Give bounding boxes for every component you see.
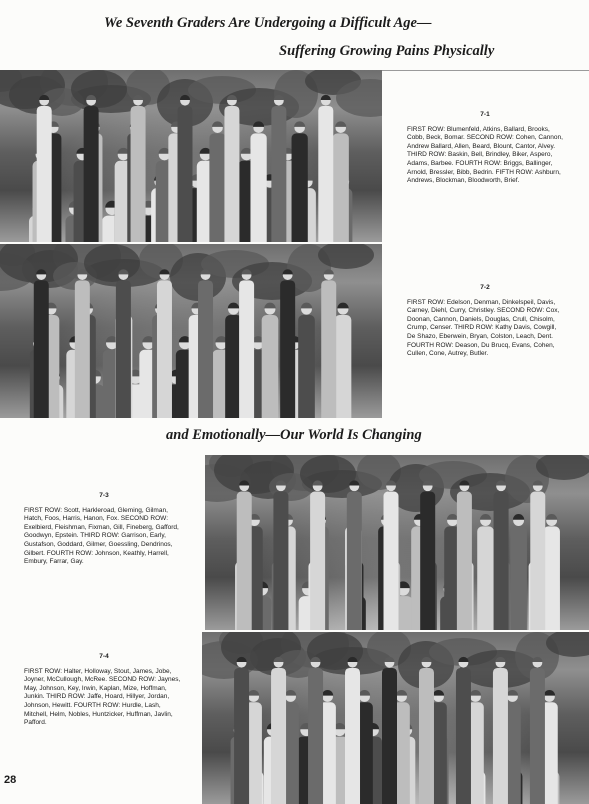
caption-text-7-1: FIRST ROW: Blumenfeld, Atkins, Ballard, Brooks, Cobb, Beck, Bomar. SECOND ROW: Cohen, Cannon, Andrew Ballard, Allen, Beard, Blount, Cantor, Alvey. THIRD ROW: Baskin, Bell, Brindley, Biker, Aspero, Adams, Barbee. FOURTH ROW: Briggs, Ballinger, Arnold, Bressler, Bibb, Bedrin. FIFTH ROW: Ashburn, Andrews, Blockman, Bloodworth, Brief. <box>407 125 563 185</box>
section-label-7-2: 7-2 <box>480 284 490 291</box>
class-photo-7-2 <box>0 244 382 418</box>
photo-illustration <box>202 632 589 804</box>
photo-illustration <box>0 70 382 242</box>
page-heading-line-3: and Emotionally—Our World Is Changing <box>166 427 422 443</box>
section-label-7-3: 7-3 <box>99 492 109 499</box>
page-number: 28 <box>4 774 17 786</box>
section-label-7-1: 7-1 <box>480 111 490 118</box>
page-heading-line-1: We Seventh Graders Are Undergoing a Difficult Age— <box>104 15 432 31</box>
caption-text-7-4: FIRST ROW: Halter, Holloway, Stout, James, Jobe, Joyner, McCullough, McRee. SECOND ROW: Jaynes, May, Johnson, Key, Irwin, Kaplan, Mize, Hoffman, Junkin. THIRD ROW: Jaffe, Hoard, Hillyer, Jordan, Johnson, Hewitt. FOURTH ROW: Hurdle, Lash, Mitchell, Helm, Nobles, Huntzicker, Huffman, Javlin, Pafford. <box>24 667 181 727</box>
photo-illustration <box>205 455 589 630</box>
caption-text-7-3: FIRST ROW: Scott, Harkleroad, Gleming, Gilman, Hatch, Foos, Harris, Hanon, Fox. SECOND ROW: Exelbierd, Fleishman, Fixman, Gill, Fineberg, Gafford, Goodwyn, Epstein. THIRD ROW: Garrison, Early, Gustafson, Goddard, Gilmer, Goessling, Dendrinos, Gilbert. FOURTH ROW: Johnson, Keathly, Harrell, Embury, Farrar, Gay. <box>24 506 179 566</box>
class-photo-7-3 <box>205 455 589 630</box>
caption-7-2 <box>407 284 563 359</box>
class-photo-7-1 <box>0 70 382 242</box>
caption-text-7-2: FIRST ROW: Edelson, Denman, Dinkelspeil, Davis, Carney, Diehl, Curry, Christley. SECOND ROW: Cox, Doonan, Cannon, Daniels, Douglas, Crull, Chisolm, Crump, Censer. THIRD ROW: Kathy Davis, Cowgill, De Shazo, Eberwein, Bryan, Colston, Leach, Dent. FOURTH ROW: Deason, Du Brucq, Evans, Cohen, Cullen, Cone, Autrey, Butler. <box>407 298 560 358</box>
section-label-7-4: 7-4 <box>99 653 109 660</box>
photo-illustration <box>0 244 382 418</box>
caption-7-4 <box>24 653 184 728</box>
caption-7-3 <box>24 492 184 567</box>
class-photo-7-4 <box>202 632 589 804</box>
page-heading-line-2: Suffering Growing Pains Physically <box>279 43 495 59</box>
caption-7-1 <box>407 111 563 186</box>
